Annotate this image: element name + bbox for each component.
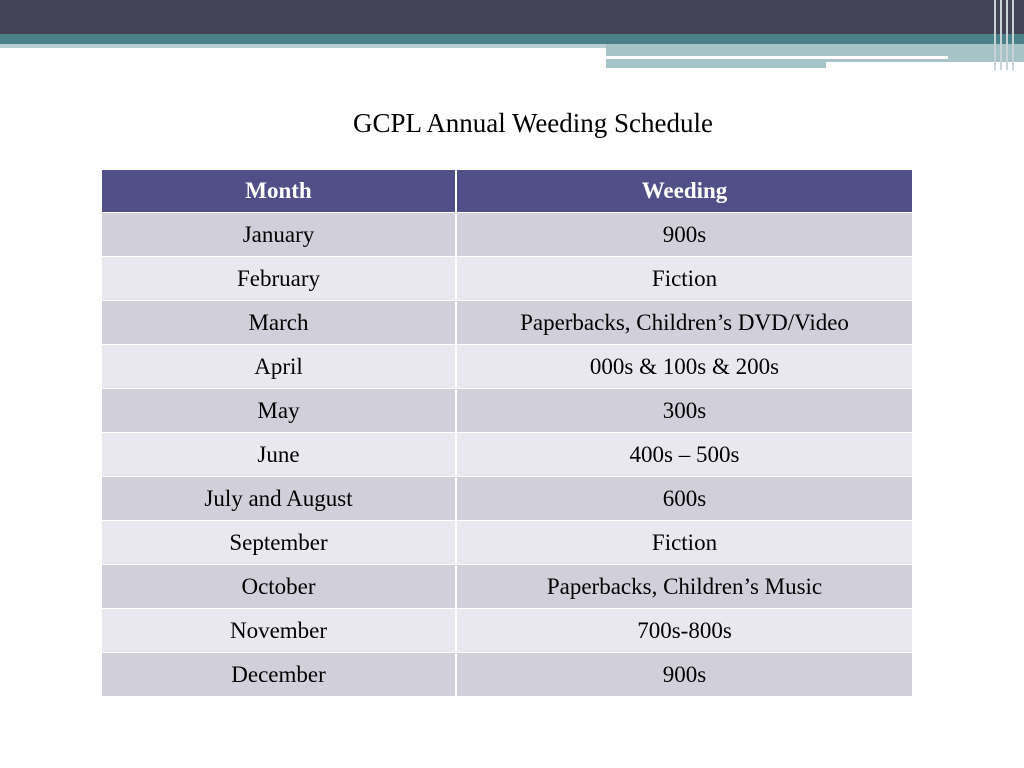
header-stripes (992, 0, 1024, 70)
weeding-cell: 400s – 500s (456, 433, 913, 477)
column-header-weeding: Weeding (456, 170, 913, 213)
weeding-cell: 000s & 100s & 200s (456, 345, 913, 389)
table-row (102, 477, 913, 521)
month-cell: June (102, 433, 456, 477)
month-cell: January (102, 213, 456, 257)
table-row (102, 433, 913, 477)
table-row (102, 257, 913, 301)
page-title: GCPL Annual Weeding Schedule (352, 108, 714, 138)
table-row (102, 565, 913, 609)
header-band-light (0, 44, 606, 48)
weeding-cell: Fiction (456, 257, 913, 301)
table-row (102, 653, 913, 697)
table-row (102, 609, 913, 653)
header-band-teal (0, 34, 1024, 44)
weeding-cell: Fiction (456, 521, 913, 565)
month-cell: April (102, 345, 456, 389)
table-header-row (102, 170, 913, 213)
month-cell: September (102, 521, 456, 565)
table-row (102, 301, 913, 345)
table-row (102, 521, 913, 565)
weeding-cell: 900s (456, 653, 913, 697)
weeding-cell: Paperbacks, Children’s DVD/Video (456, 301, 913, 345)
weeding-cell: 900s (456, 213, 913, 257)
month-cell: November (102, 609, 456, 653)
month-cell: February (102, 257, 456, 301)
table-row (102, 345, 913, 389)
column-header-month: Month (102, 170, 456, 213)
weeding-cell: Paperbacks, Children’s Music (456, 565, 913, 609)
weeding-cell: 700s-800s (456, 609, 913, 653)
table-row (102, 213, 913, 257)
month-cell: October (102, 565, 456, 609)
weeding-cell: 300s (456, 389, 913, 433)
weeding-cell: 600s (456, 477, 913, 521)
weeding-schedule-table (102, 170, 914, 697)
header-band-right (606, 44, 1024, 62)
table-row (102, 389, 913, 433)
month-cell: March (102, 301, 456, 345)
header-band-dark (0, 0, 1024, 34)
month-cell: December (102, 653, 456, 697)
month-cell: May (102, 389, 456, 433)
header-accent-line (606, 62, 826, 68)
header-divider-line (606, 56, 948, 59)
month-cell: July and August (102, 477, 456, 521)
